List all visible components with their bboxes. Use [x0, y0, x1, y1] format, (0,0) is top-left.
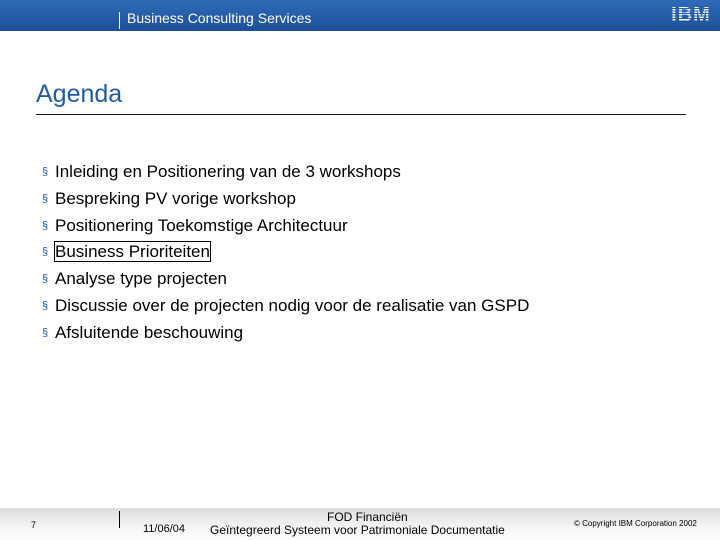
page-title: Agenda	[36, 80, 123, 108]
agenda-item	[42, 162, 529, 189]
agenda-item-label: Business Prioriteiten	[55, 242, 210, 262]
agenda-item-label: Bespreking PV vorige workshop	[55, 188, 296, 208]
ibm-logo-icon	[665, 4, 717, 24]
square-bullet-icon: §	[42, 326, 49, 339]
agenda-item	[42, 269, 529, 296]
square-bullet-icon: §	[42, 246, 49, 259]
footer-organization: FOD Financiën	[327, 510, 408, 524]
footer-divider	[119, 511, 120, 528]
agenda-item-label: Afsluitende beschouwing	[55, 322, 244, 342]
agenda-item-current	[42, 242, 529, 269]
agenda-item-label: Analyse type projecten	[55, 269, 227, 289]
agenda-item-label: Inleiding en Positionering van de 3 workshops	[55, 162, 401, 181]
ibm-logo-text: IBM	[671, 4, 711, 24]
agenda-item-label: Discussie over de projecten nodig voor de realisatie van GSPD	[55, 295, 530, 315]
title-divider	[36, 114, 686, 115]
header-divider	[119, 12, 120, 29]
header-band	[0, 0, 720, 31]
agenda-item	[42, 296, 529, 323]
agenda-item	[42, 323, 529, 350]
agenda-item-label: Positionering Toekomstige Architectuur	[55, 215, 348, 235]
agenda-list	[42, 162, 529, 350]
square-bullet-icon: §	[42, 299, 49, 312]
square-bullet-icon: §	[42, 219, 49, 232]
agenda-item	[42, 189, 529, 216]
footer-project: Geïntegreerd Systeem voor Patrimoniale Documentatie	[210, 523, 505, 537]
footer-date: 11/06/04	[143, 523, 186, 535]
square-bullet-icon: §	[42, 273, 49, 286]
square-bullet-icon: §	[42, 192, 49, 205]
header-title: Business Consulting Services	[127, 10, 312, 26]
square-bullet-icon: §	[42, 166, 49, 178]
agenda-item	[42, 216, 529, 243]
page-number: 7	[31, 520, 37, 530]
footer-copyright: © Copyright IBM Corporation 2002	[574, 519, 697, 528]
